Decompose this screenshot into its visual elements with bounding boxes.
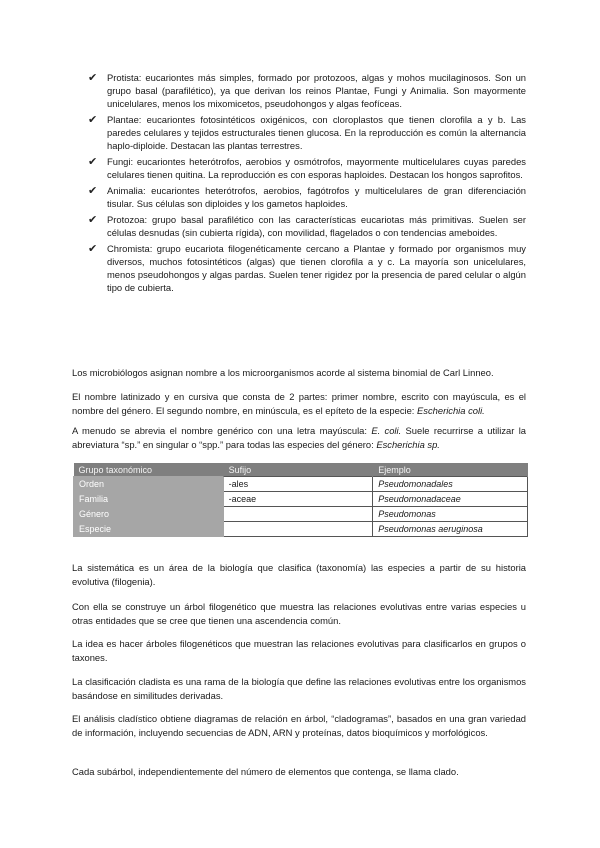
list-item <box>88 242 526 294</box>
table-row <box>74 477 528 492</box>
table-row <box>74 507 528 522</box>
kingdom-animalia-text: Animalia: eucariontes heterótrofos, aerobios, fagótrofos y multicelulares de gran diferenciación tisular. Sus células son diploides y los gametos haploides. <box>107 185 526 209</box>
paragraph-binomial-example: Escherichia coli. <box>417 404 485 416</box>
table-header-row <box>74 463 528 477</box>
paragraph-cladista: La clasificación cladista es una rama de la biología que define las relaciones evolutivas entre los organismos basándose en similitudes derivadas. <box>72 676 526 701</box>
paragraph-abbreviation-text-a: A menudo se abrevia el nombre genérico con una letra mayúscula: <box>72 425 372 436</box>
kingdom-fungi-text: Fungi: eucariontes heterótrofos, aerobios y osmótrofos, mayormente multicelulares cuyas paredes celulares tienen quitina. La reproducción es con esporas haploides. Destacan los hongos saprofitos. <box>107 156 526 180</box>
paragraph-abbreviation-example-2: Escherichia sp. <box>376 438 440 450</box>
checkmark-icon: ✔ <box>88 184 98 197</box>
paragraph-taxones: La idea es hacer árboles filogenéticos que muestran las relaciones evolutivas para clasificarlos en grupos o taxones. <box>72 638 526 663</box>
kingdom-plantae-text: Plantae: eucariontes fotosintéticos oxigénicos, con cloroplastos que tienen clorofila a y b. Las paredes celulares y tejidos estructurales tienen glucosa. En la reproducción es común la alternancia haplo-diploide. Destacan las plantas terrestres. <box>107 114 526 151</box>
list-item <box>88 155 526 181</box>
column-header-suffix: Sufijo <box>223 463 373 477</box>
paragraph-cladistico: El análisis cladístico obtiene diagramas de relación en árbol, “cladogramas”, basados en una gran variedad de información, incluyendo secuencias de ADN, ARN y proteínas, datos bioquímicos y morfológicos. <box>72 713 526 738</box>
kingdom-list <box>88 71 526 297</box>
cell-suffix: -ales <box>223 477 373 492</box>
cell-suffix: -aceae <box>223 492 373 507</box>
paragraph-sistematica: La sistemática es un área de la biología que clasifica (taxonomía) las especies a partir de su historia evolutiva (filogenia). <box>72 562 526 587</box>
kingdom-protista-text: Protista: eucariontes más simples, formado por protozoos, algas y mohos mucilaginosos. Son un grupo basal (parafilético), ya que derivan los reinos Plantae, Fungi y Animalia. Son mayormente unicelulares, menos los mixomicetos, pseudohongos y algas feofíceas. <box>107 72 526 109</box>
paragraph-arbol: Con ella se construye un árbol filogenético que muestra las relaciones evolutivas entre varias especies u otras entidades que se cree que tienen una ascendencia común. <box>72 601 526 626</box>
kingdom-protozoa-text: Protozoa: grupo basal parafilético con las características eucariotas más primitivas. Suelen ser células desnudas (sin cubierta rígida), con movilidad, flagelados o con tendencias ameboides. <box>107 214 526 238</box>
paragraph-abbreviation <box>72 424 526 451</box>
cell-suffix <box>223 507 373 522</box>
checkmark-icon: ✔ <box>88 155 98 168</box>
list-item <box>88 213 526 239</box>
column-header-example: Ejemplo <box>373 463 528 477</box>
cell-group: Orden <box>74 477 224 492</box>
paragraph-binomial <box>72 390 526 417</box>
cell-suffix <box>223 522 373 537</box>
list-item <box>88 71 526 110</box>
taxonomy-table <box>73 463 528 537</box>
checkmark-icon: ✔ <box>88 113 98 126</box>
paragraph-linneo: Los microbiólogos asignan nombre a los microorganismos acorde al sistema binomial de Carl Linneo. <box>72 367 494 378</box>
kingdom-chromista-text: Chromista: grupo eucariota filogenéticamente cercano a Plantae y formado por organismos muy diversos, muchos fotosintéticos (algas) que tienen clorofila a y c. La mayoría son unicelulares, menos pseudohongos y algas pardas. Suelen tener rigidez por la presencia de pared celular o algún tipo de cubierta. <box>107 243 526 293</box>
list-item <box>88 113 526 152</box>
paragraph-abbreviation-text-b: Suele recurrirse a utilizar la abreviatura “sp.” en singular o “spp.” para todas las especies del género: <box>72 425 526 450</box>
checkmark-icon: ✔ <box>88 71 98 84</box>
list-item <box>88 184 526 210</box>
cell-group: Familia <box>74 492 224 507</box>
table-row <box>74 522 528 537</box>
cell-example: Pseudomonadales <box>373 477 528 492</box>
column-header-group: Grupo taxonómico <box>74 463 224 477</box>
cell-example: Pseudomonas <box>373 507 528 522</box>
cell-group: Especie <box>74 522 224 537</box>
cell-example: Pseudomonadaceae <box>373 492 528 507</box>
paragraph-abbreviation-example-1: E. coli. <box>371 425 402 436</box>
paragraph-clado: Cada subárbol, independientemente del número de elementos que contenga, se llama clado. <box>72 766 459 777</box>
cell-group: Género <box>74 507 224 522</box>
checkmark-icon: ✔ <box>88 242 98 255</box>
checkmark-icon: ✔ <box>88 213 98 226</box>
paragraph-binomial-text: El nombre latinizado y en cursiva que consta de 2 partes: primer nombre, escrito con mayúscula, es el nombre del género. El segundo nombre, en minúscula, es el epíteto de la especie: <box>72 391 526 416</box>
cell-example: Pseudomonas aeruginosa <box>373 522 528 537</box>
table-row <box>74 492 528 507</box>
